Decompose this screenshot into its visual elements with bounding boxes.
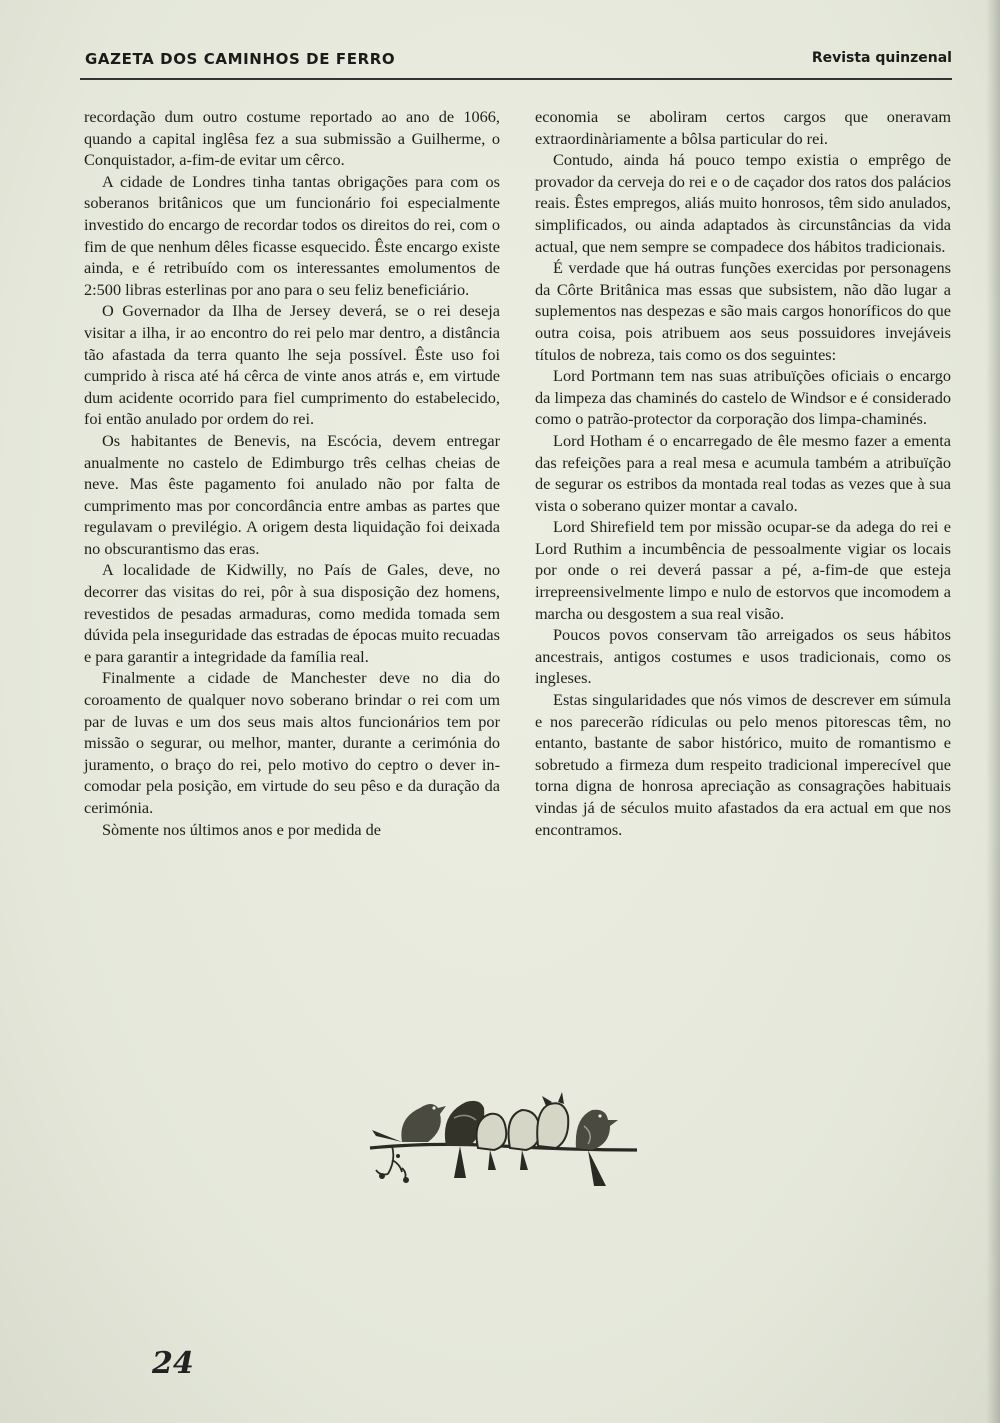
paragraph: A cidade de Londres tinha tantas obrigações para com os soberanos britânicos que um funcionário foi especialmente investido do encargo de recordar todos os direitos do rei, com o fim de que nenhum dêles ficasse esquecido. Êste encargo existe ainda, e é retribuído com os interessantes emolumentos de 2:500 libras esterlinas por ano para o seu feliz beneficiário. [84, 171, 500, 299]
paragraph: O Governador da Ilha de Jersey deverá, se o rei deseja visitar a ilha, ir ao encontro do rei pelo mar dentro, a distância tão afastada da terra quanto lhe seja possível. Êste uso foi cumprido à risca até há cêrca de vinte anos atrás e, em virtude dum acidente ocorrido para fiel cumprimento do estabelecido, foi então anulado por ordem do rei. [84, 301, 500, 429]
paragraph: Os habitantes de Benevis, na Escócia, devem entregar anualmente no castelo de Edimburgo três celhas cheias de neve. Mas êste pagamento foi anulado não por falta de cumprimento mas por concordância entre ambas as partes que regulavam o previlégio. A origem desta liquidação foi deixada no obscurantismo das eras. [84, 430, 500, 558]
birds-on-branch-illustration [362, 1090, 644, 1190]
paragraph: Poucos povos conservam tão arreigados os seus hábitos ancestrais, antigos costumes e usos tradicionais, como os ingleses. [535, 625, 951, 688]
page-number: 24 [152, 1346, 194, 1381]
paragraph: Lord Portmann tem nas suas atribuïções oficiais o encargo da limpeza das chaminés do castelo de Windsor e é considerado como o patrão-protector da corporação dos limpa-chaminés. [535, 366, 951, 429]
paragraph: Lord Shirefield tem por missão ocupar-se da adega do rei e Lord Ruthim a incumbência de pessoalmente vigiar os locais por onde o rei deverá passar a pé, a-fim-de que esteja irrepreensivelmente limpo e nulo de estorvos que incomodem a marcha ou desgostem a sua real visão. [535, 517, 951, 623]
paragraph: Lord Hotham é o encarregado de êle mesmo fazer a ementa das refeições para a real mesa e acumula também a atribuïção de segurar os estribos da montada real todas as vezes que à sua vista o soberano quizer montar a cavalo. [535, 430, 951, 515]
publication-subtitle: Revista quinzenal [811, 50, 952, 66]
publication-title: GAZETA DOS CAMINHOS DE FERRO [85, 50, 396, 68]
page-spine-shadow [986, 0, 1000, 1423]
paragraph: recordação dum outro costume reportado ao ano de 1066, quando a capital inglêsa fez a sua submissão a Guilherme, o Conquistador, a-fim-de evitar um cêrco. [84, 107, 500, 170]
paragraph: economia se aboliram certos cargos que oneravam extraordinàriamente a bôlsa particular do rei. [535, 107, 951, 148]
running-header [85, 50, 952, 74]
right-column [535, 106, 951, 840]
paragraph: A localidade de Kidwilly, no País de Gales, deve, no decorrer das visitas do rei, pôr à sua disposição dez homens, revestidos de pesadas armaduras, como medida tomada sem dúvida pela inseguridade das estradas de épocas muito recuadas e para garantir a integridade da família real. [84, 560, 500, 666]
paragraph: Finalmente a cidade de Manchester deve no dia do coroamento de qualquer novo soberano brindar o rei com um par de luvas e um dos seus mais altos funcionários tem por missão o segurar, ou melhor, manter, durante a cerimónia do juramento, o braço do rei, pelo motivo do ceptro o dever incomodar pela posição, em virtude do seu pêso e da duração da cerimónia. [84, 668, 500, 817]
paragraph: É verdade que há outras funções exercidas por personagens da Côrte Britânica mas essas que subsistem, não dão lugar a suplementos nas despezas e são mais cargos honoríficos do que outra coisa, pois atribuem aos seus possuidores invejáveis títulos de nobreza, tais como os dos seguintes: [535, 258, 951, 364]
header-rule [80, 78, 952, 80]
paragraph: Contudo, ainda há pouco tempo existia o emprêgo de provador da cerveja do rei e o de caçador dos ratos dos palácios reais. Êstes empregos, aliás muito honrosos, têm sido anulados, simplificados, ou ainda adaptados às circunstâncias da vida actual, que nem sempre se compadece dos hábitos tradicionais. [535, 150, 951, 256]
paragraph: Estas singularidades que nós vimos de descrever em súmula e nos parecerão rídiculas ou pelo menos pitorescas têm, no entanto, bastante de sabor histórico, muito de romantismo e sobretudo a firmeza dum respeito tradicional imperecível que torna digna de honrosa apreciação as consagrações habituais vindas já de séculos muito afastados da era actual em que nos encontramos. [535, 690, 951, 839]
left-column [84, 106, 500, 840]
paragraph: Sòmente nos últimos anos e por medida de [102, 819, 381, 839]
